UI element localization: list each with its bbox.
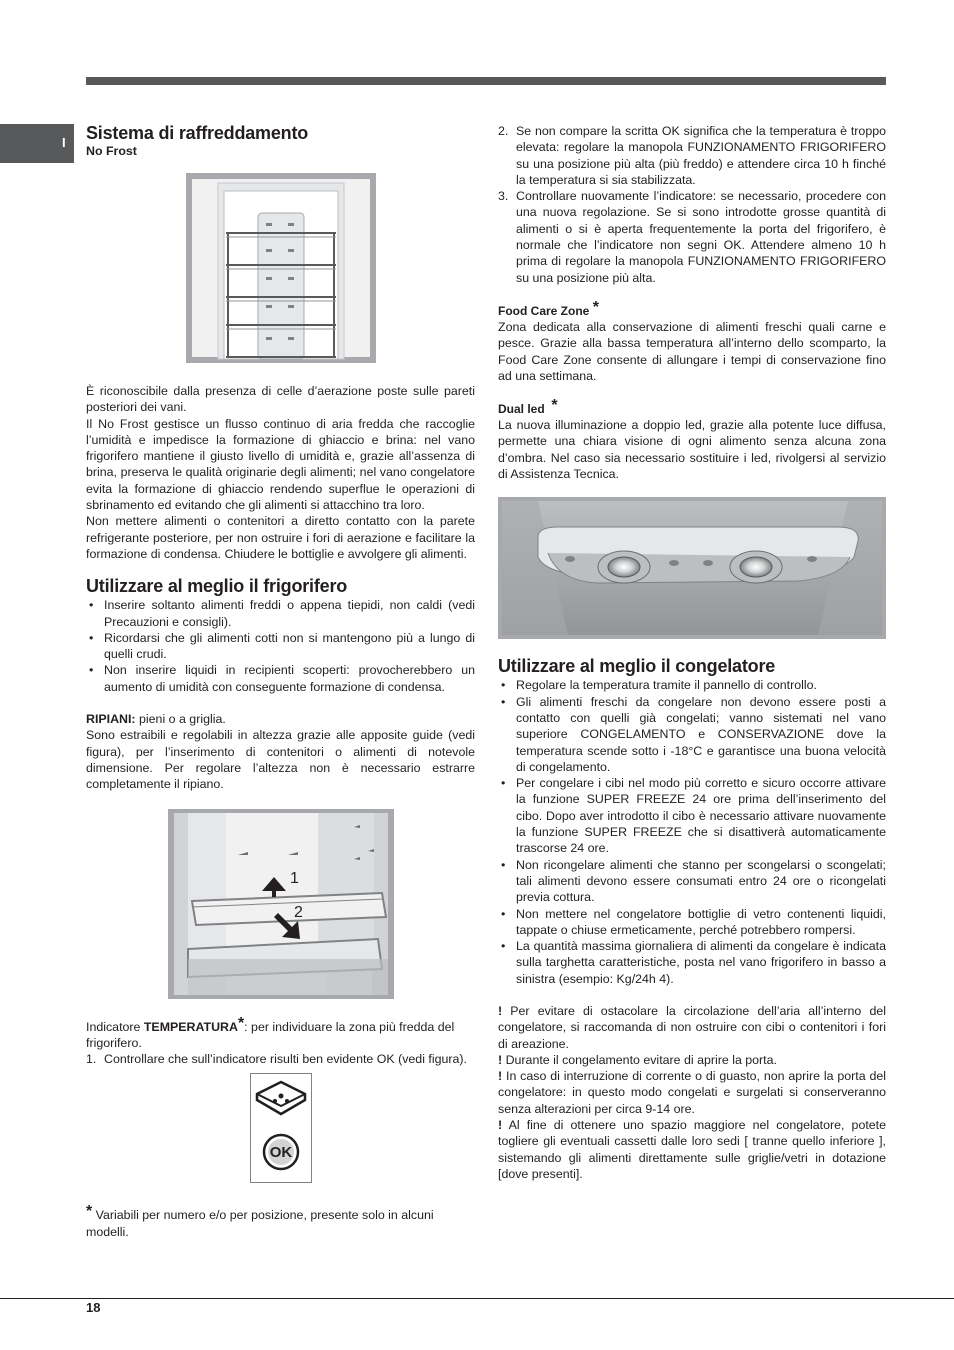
indicatore-label: TEMPERATURA — [143, 1019, 238, 1034]
list-item: • Per congelare i cibi nel modo più corretto e sicuro occorre attivare la funzione SUPER FREEZE 24 ore prima dell’inserimento del cibo. Dopo aver introdotto il cibo è necessario attivare nuovamente la funzione SUPER FREEZE che si disattiverà automaticamente trascorse 24 ore. — [498, 775, 886, 856]
shelf-adjust-figure — [168, 809, 394, 999]
ripiani-line — [86, 711, 475, 727]
fridge-bullet-list — [86, 597, 475, 695]
temperature-indicator — [250, 1073, 312, 1183]
list-item: • Inserire soltanto alimenti freddi o appena tiepidi, non caldi (vedi Precauzioni e consigli). — [86, 597, 475, 630]
indicatore-paragraph: Indicatore TEMPERATURA*: per individuare la zona più fredda del frigorifero. — [86, 1014, 455, 1050]
warning-paragraph: ! Per evitare di ostacolare la circolazione dell’aria all’interno del congelatore, si raccomanda di non ostruire con cibi o contenitori i fori di areazione. — [498, 1003, 886, 1051]
cooling-paragraph-1: È riconoscibile dalla presenza di celle d’aerazione poste sulle pareti posteriori dei vani. — [86, 384, 475, 415]
freezer-bullet-list — [498, 677, 886, 987]
section-title-dual-led: Dual led * — [498, 397, 558, 417]
warning-paragraph: ! Durante il congelamento evitare di aprire la porta. — [498, 1052, 777, 1067]
section-title-freezer: Utilizzare al meglio il congelatore — [498, 656, 776, 677]
ripiani-text: pieni o a griglia. — [135, 712, 226, 727]
section-title-cooling: Sistema di raffreddamento — [86, 123, 309, 143]
list-item: • La quantità massima giornaliera di alimenti da congelare è indicata sulla targhetta caratteristiche, posta nel vano frigorifero in basso a sinistra (esempio: Kg/24h 4). — [498, 938, 886, 987]
cooling-paragraph-2: Il No Frost gestisce un flusso continuo di aria fredda che raccoglie l’umidità e impedisce la formazione di ghiaccio e brina: nel vano frigorifero mantiene il giusto livello di umidità e, grazie all’assenza di brina, preserva le qualità originarie degli alimenti; nel vano congelatore evita la formazione di ghiaccio rendendo superflue le operazioni di sbrinamento ed evitando che gli alimenti si attacchino tra loro. — [86, 416, 475, 513]
list-item: • Non mettere nel congelatore bottiglie di vetro contenenti liquidi, tappate o chiuse ermeticamente, perché potrebbero rompersi. — [498, 906, 886, 939]
list-item: • Regolare la temperatura tramite il pannello di controllo. — [498, 677, 886, 693]
shelf-figure-label-1: 1 — [289, 869, 299, 887]
list-item: 3. Controllare nuovamente l’indicatore: se necessario, procedere con una nuova regolazione. Se si sono introdotte grosse quantità di alimenti o si è aperta frequentemente la porta del frigorifero, è normale che l’indicatore non segni OK. Attendere almeno 10 h prima di regolare la manopola FUNZIONAMENTO FRIGORIFERO su una posizione più alta. — [498, 189, 886, 285]
list-item: • Non ricongelare alimenti che stanno per scongelarsi o scongelati; tali alimenti devono essere consumati entro 24 ore o ricongelati previa cottura. — [498, 857, 886, 906]
list-item: 2. Se non compare la scritta OK significa che la temperatura è troppo elevata: regolare la manopola FUNZIONAMENTO FRIGORIFERO su una posizione più alta (più freddo) e attendere circa 10 h finché la temperatura si sia stabilizzata. — [498, 124, 886, 187]
section-title-food-care: Food Care Zone * — [498, 298, 599, 318]
food-care-paragraph: Zona dedicata alla conservazione di alimenti freschi quali carne e pesce. Grazie alla bassa temperatura all’interno dello scomparto, la Food Care Zone consente di allungare i tempi di conservazione fino ad una settimana. — [498, 319, 886, 383]
list-item: • Ricordarsi che gli alimenti cotti non si mantengono più a lungo di quelli crudi. — [86, 630, 475, 663]
ripiani-label: RIPIANI: — [86, 712, 136, 727]
indicatore-steps — [86, 1051, 475, 1067]
ripiani-description: Sono estraibili e regolabili in altezza grazie alle apposite guide (vedi figura), per l’inserimento di contenitori o alimenti di notevole dimensione. Per regolare l’altezza non è necessario estrarre completamente il ripiano. — [86, 728, 475, 792]
snowflake-icon — [251, 1074, 311, 1182]
page-number: 18 — [86, 1300, 101, 1315]
footer-rule — [0, 1298, 954, 1299]
dual-led-paragraph: La nuova illuminazione a doppio led, grazie alla potente luce diffusa, permette una chiara visione di ogni alimento senza alcuna zona d’ombra. Nel caso sia necessario sostituire i led, rivolgersi al servizio di Assistenza Tecnica. — [498, 418, 886, 482]
warnings-block — [498, 1003, 886, 1182]
list-item: • Gli alimenti freschi da congelare non devono essere posti a contatto con quelli già congelati; vanno sistemati nel vano superiore CONGELAMENTO e CONSERVAZIONE dove la temperatura scende sotto i -18°C e garantisce una buona velocità di congelamento. — [498, 694, 886, 775]
section-title-fridge: Utilizzare al meglio il frigorifero — [86, 576, 348, 597]
indicatore-steps-continued — [498, 123, 886, 286]
list-item: • Non inserire liquidi in recipienti scoperti: provocherebbero un aumento di umidità con conseguente formazione di condensa. — [86, 662, 475, 695]
warning-paragraph: ! Al fine di ottenere uno spazio maggiore nel congelatore, potete togliere gli eventuali cassetti dalle loro sedi [ tranne quello inferiore ], sistemando gli alimenti direttamente sulle griglie/vetri in dotazione [dove presenti]. — [498, 1118, 886, 1181]
shelf-figure-label-2: 2 — [293, 903, 303, 921]
dual-led-figure — [498, 497, 886, 639]
left-column — [86, 118, 475, 1240]
right-column — [498, 118, 886, 1182]
section-subtitle-no-frost: No Frost — [86, 144, 137, 158]
ok-label: OK — [269, 1144, 293, 1162]
warning-paragraph: ! In caso di interruzione di corrente o di guasto, non aprire la porta del congelatore: in questo modo congelati e surgelati si conserveranno senza alterazioni per circa 9-14 ore. — [498, 1069, 886, 1116]
no-frost-figure — [186, 173, 376, 363]
header-bar — [86, 77, 886, 85]
cooling-paragraph-3: Non mettere alimenti o contenitori a diretto contatto con la parete refrigerante posteriore, per non ostruire i fori di aerazione e facilitare la formazione di condensa. Chiudere le bottiglie e avvolgere gli alimenti. — [86, 514, 475, 561]
language-tab: I — [0, 124, 74, 163]
list-item: 1. Controllare che sull’indicatore risulti ben evidente OK (vedi figura). — [86, 1052, 467, 1067]
footnote: * Variabili per numero e/o per posizione, presente solo in alcuni modelli. — [86, 1203, 434, 1239]
